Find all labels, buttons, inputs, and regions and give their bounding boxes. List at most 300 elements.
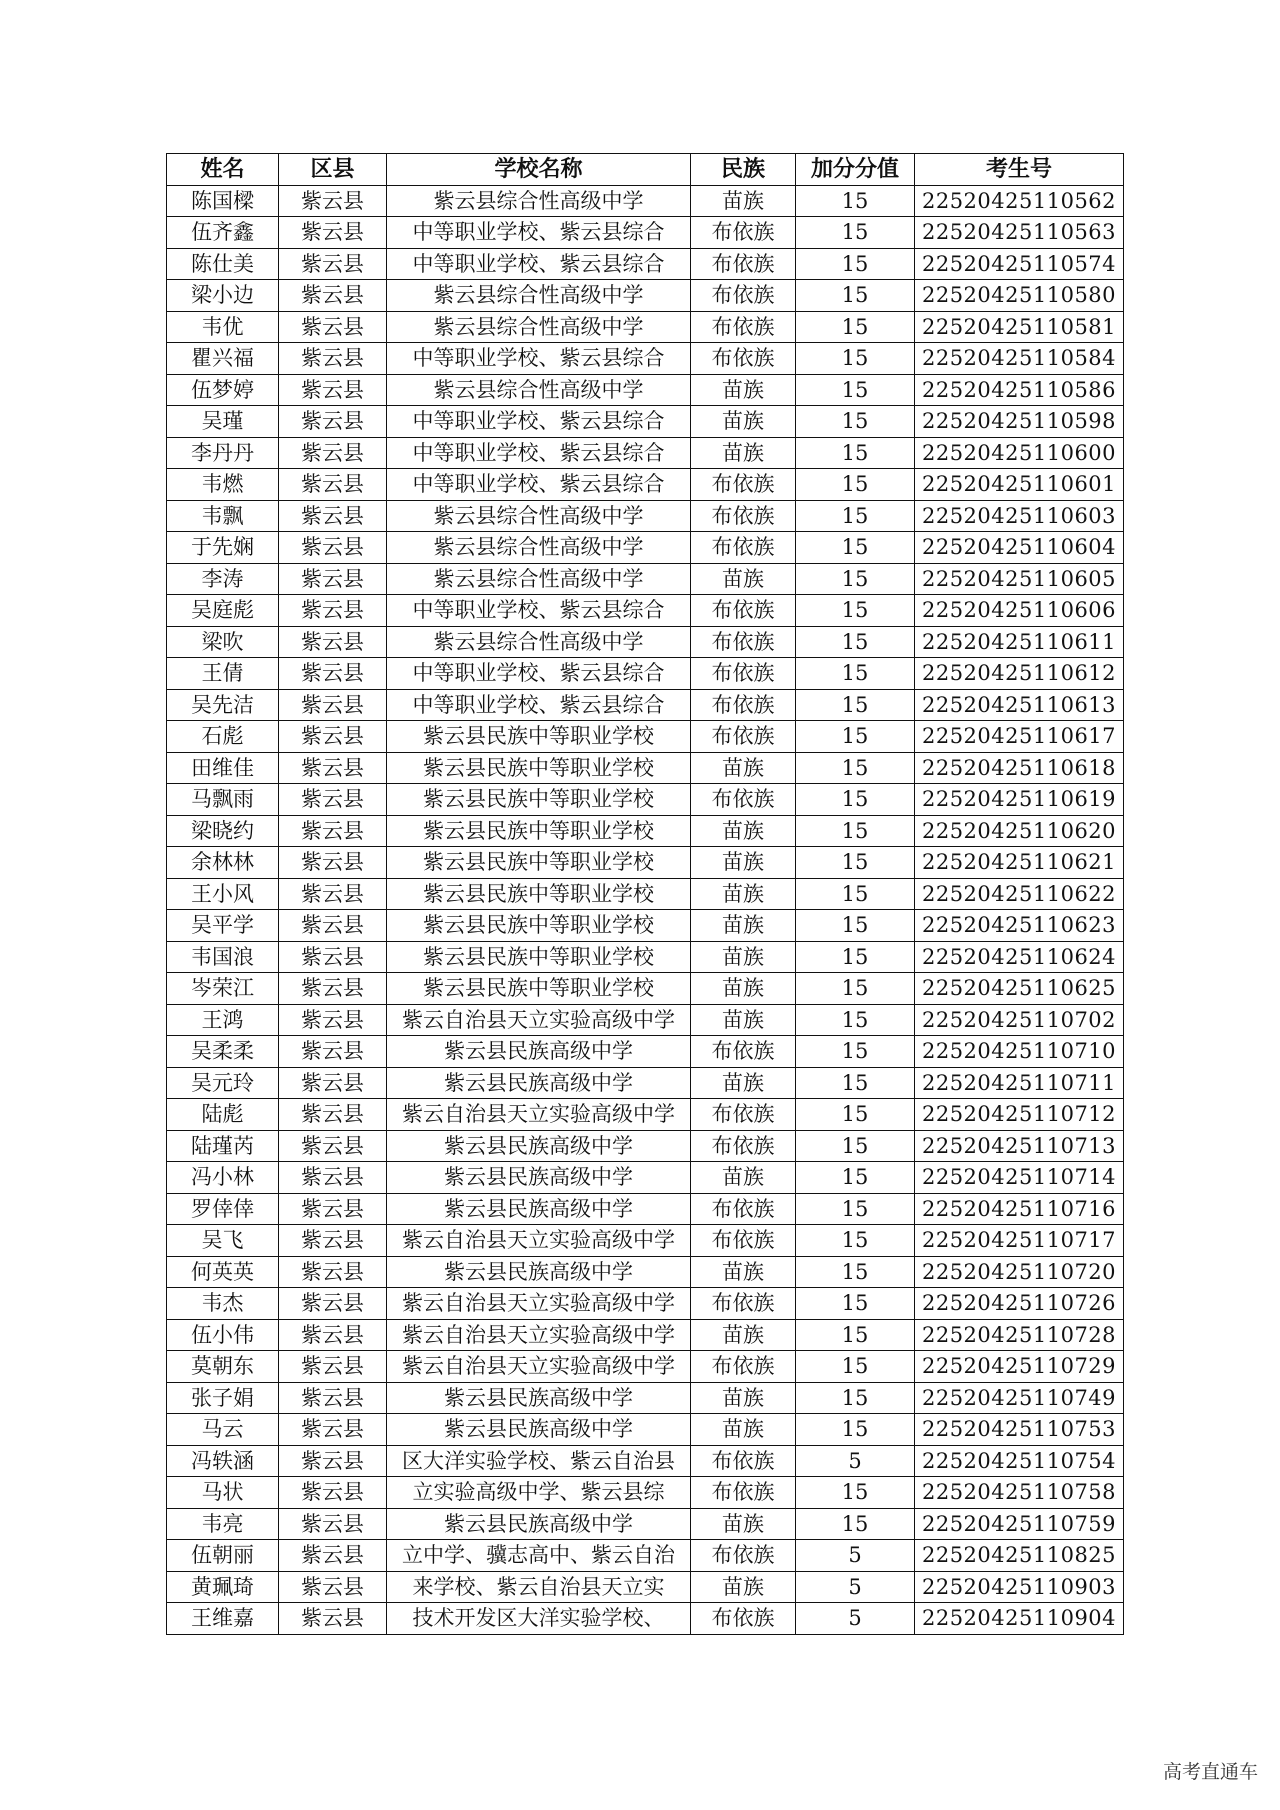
cell-exam-number: 22520425110749 (915, 1382, 1124, 1414)
table-row (167, 1288, 1124, 1320)
table-row (167, 469, 1124, 501)
cell-school: 紫云县民族高级中学 (387, 1508, 691, 1540)
cell-school: 紫云县民族中等职业学校 (387, 878, 691, 910)
cell-bonus: 15 (796, 973, 915, 1005)
cell-name: 马云 (167, 1414, 279, 1446)
cell-name: 吴元玲 (167, 1067, 279, 1099)
cell-county: 紫云县 (279, 784, 387, 816)
cell-school: 中等职业学校、紫云县综合 (387, 595, 691, 627)
cell-ethnicity: 苗族 (691, 185, 796, 217)
cell-ethnicity: 布依族 (691, 1603, 796, 1635)
cell-exam-number: 22520425110620 (915, 815, 1124, 847)
table-row (167, 878, 1124, 910)
cell-bonus: 15 (796, 689, 915, 721)
cell-exam-number: 22520425110613 (915, 689, 1124, 721)
cell-school: 紫云县综合性高级中学 (387, 563, 691, 595)
table-row (167, 626, 1124, 658)
cell-bonus: 15 (796, 532, 915, 564)
cell-bonus: 15 (796, 878, 915, 910)
cell-name: 伍梦婷 (167, 374, 279, 406)
cell-exam-number: 22520425110618 (915, 752, 1124, 784)
cell-county: 紫云县 (279, 1445, 387, 1477)
cell-name: 余林林 (167, 847, 279, 879)
cell-name: 王维嘉 (167, 1603, 279, 1635)
cell-exam-number: 22520425110711 (915, 1067, 1124, 1099)
cell-school: 紫云县民族高级中学 (387, 1382, 691, 1414)
cell-name: 田维佳 (167, 752, 279, 784)
table-row (167, 185, 1124, 217)
table-row (167, 1571, 1124, 1603)
cell-ethnicity: 苗族 (691, 752, 796, 784)
cell-county: 紫云县 (279, 1004, 387, 1036)
cell-name: 梁吹 (167, 626, 279, 658)
cell-county: 紫云县 (279, 1540, 387, 1572)
cell-school: 紫云县综合性高级中学 (387, 374, 691, 406)
cell-county: 紫云县 (279, 280, 387, 312)
cell-school: 紫云县民族高级中学 (387, 1414, 691, 1446)
cell-name: 伍小伟 (167, 1319, 279, 1351)
cell-ethnicity: 布依族 (691, 721, 796, 753)
table-row (167, 721, 1124, 753)
cell-school: 紫云县综合性高级中学 (387, 311, 691, 343)
header-name: 姓名 (167, 154, 279, 186)
cell-name: 梁小边 (167, 280, 279, 312)
cell-bonus: 15 (796, 1036, 915, 1068)
table-row (167, 1540, 1124, 1572)
table-row (167, 1508, 1124, 1540)
cell-ethnicity: 布依族 (691, 1099, 796, 1131)
cell-bonus: 15 (796, 311, 915, 343)
cell-bonus: 15 (796, 248, 915, 280)
cell-bonus: 15 (796, 1382, 915, 1414)
cell-school: 立中学、骥志高中、紫云自治 (387, 1540, 691, 1572)
cell-name: 石彪 (167, 721, 279, 753)
cell-exam-number: 22520425110605 (915, 563, 1124, 595)
cell-county: 紫云县 (279, 500, 387, 532)
cell-county: 紫云县 (279, 1193, 387, 1225)
cell-ethnicity: 苗族 (691, 973, 796, 1005)
cell-school: 紫云自治县天立实验高级中学 (387, 1225, 691, 1257)
cell-bonus: 5 (796, 1540, 915, 1572)
cell-ethnicity: 苗族 (691, 406, 796, 438)
cell-exam-number: 22520425110713 (915, 1130, 1124, 1162)
table-row (167, 941, 1124, 973)
cell-name: 吴平学 (167, 910, 279, 942)
cell-name: 吴飞 (167, 1225, 279, 1257)
cell-county: 紫云县 (279, 406, 387, 438)
cell-exam-number: 22520425110563 (915, 217, 1124, 249)
cell-county: 紫云县 (279, 1225, 387, 1257)
cell-name: 陆彪 (167, 1099, 279, 1131)
cell-school: 区大洋实验学校、紫云自治县 (387, 1445, 691, 1477)
cell-county: 紫云县 (279, 1162, 387, 1194)
cell-ethnicity: 布依族 (691, 626, 796, 658)
cell-exam-number: 22520425110624 (915, 941, 1124, 973)
cell-school: 中等职业学校、紫云县综合 (387, 437, 691, 469)
cell-exam-number: 22520425110611 (915, 626, 1124, 658)
cell-school: 中等职业学校、紫云县综合 (387, 406, 691, 438)
cell-exam-number: 22520425110580 (915, 280, 1124, 312)
table-row (167, 248, 1124, 280)
table-row (167, 1603, 1124, 1635)
cell-ethnicity: 布依族 (691, 784, 796, 816)
cell-county: 紫云县 (279, 595, 387, 627)
cell-name: 马状 (167, 1477, 279, 1509)
table-row (167, 973, 1124, 1005)
cell-exam-number: 22520425110606 (915, 595, 1124, 627)
header-exam-number: 考生号 (915, 154, 1124, 186)
table-row (167, 1004, 1124, 1036)
cell-ethnicity: 苗族 (691, 878, 796, 910)
cell-ethnicity: 苗族 (691, 1508, 796, 1540)
cell-bonus: 15 (796, 941, 915, 973)
cell-bonus: 15 (796, 1288, 915, 1320)
cell-bonus: 15 (796, 752, 915, 784)
cell-ethnicity: 布依族 (691, 280, 796, 312)
cell-exam-number: 22520425110716 (915, 1193, 1124, 1225)
cell-exam-number: 22520425110758 (915, 1477, 1124, 1509)
cell-bonus: 15 (796, 1225, 915, 1257)
cell-county: 紫云县 (279, 217, 387, 249)
cell-name: 陆瑾芮 (167, 1130, 279, 1162)
cell-county: 紫云县 (279, 1477, 387, 1509)
cell-exam-number: 22520425110904 (915, 1603, 1124, 1635)
table-row (167, 374, 1124, 406)
cell-bonus: 15 (796, 815, 915, 847)
cell-name: 韦燃 (167, 469, 279, 501)
cell-name: 黄珮琦 (167, 1571, 279, 1603)
cell-county: 紫云县 (279, 563, 387, 595)
cell-bonus: 15 (796, 469, 915, 501)
cell-bonus: 15 (796, 437, 915, 469)
cell-bonus: 15 (796, 1099, 915, 1131)
cell-school: 紫云自治县天立实验高级中学 (387, 1004, 691, 1036)
table-row (167, 1099, 1124, 1131)
cell-ethnicity: 布依族 (691, 532, 796, 564)
cell-county: 紫云县 (279, 311, 387, 343)
cell-county: 紫云县 (279, 878, 387, 910)
cell-county: 紫云县 (279, 469, 387, 501)
cell-name: 李丹丹 (167, 437, 279, 469)
cell-school: 紫云县民族高级中学 (387, 1036, 691, 1068)
cell-ethnicity: 布依族 (691, 1540, 796, 1572)
cell-name: 吴瑾 (167, 406, 279, 438)
cell-exam-number: 22520425110619 (915, 784, 1124, 816)
table-row (167, 500, 1124, 532)
cell-bonus: 15 (796, 343, 915, 375)
cell-name: 何英英 (167, 1256, 279, 1288)
cell-exam-number: 22520425110598 (915, 406, 1124, 438)
cell-bonus: 15 (796, 217, 915, 249)
cell-county: 紫云县 (279, 1067, 387, 1099)
cell-school: 中等职业学校、紫云县综合 (387, 469, 691, 501)
cell-ethnicity: 布依族 (691, 469, 796, 501)
cell-ethnicity: 布依族 (691, 217, 796, 249)
cell-school: 技术开发区大洋实验学校、 (387, 1603, 691, 1635)
cell-name: 韦杰 (167, 1288, 279, 1320)
candidate-bonus-table (166, 153, 1124, 1635)
cell-exam-number: 22520425110712 (915, 1099, 1124, 1131)
cell-school: 紫云县民族中等职业学校 (387, 847, 691, 879)
cell-county: 紫云县 (279, 343, 387, 375)
cell-name: 陈仕美 (167, 248, 279, 280)
cell-name: 李涛 (167, 563, 279, 595)
cell-ethnicity: 布依族 (691, 1477, 796, 1509)
cell-exam-number: 22520425110603 (915, 500, 1124, 532)
cell-name: 冯小林 (167, 1162, 279, 1194)
cell-county: 紫云县 (279, 658, 387, 690)
cell-county: 紫云县 (279, 1508, 387, 1540)
header-county: 区县 (279, 154, 387, 186)
table-row (167, 1477, 1124, 1509)
cell-school: 中等职业学校、紫云县综合 (387, 689, 691, 721)
cell-name: 韦飘 (167, 500, 279, 532)
cell-bonus: 15 (796, 1319, 915, 1351)
cell-county: 紫云县 (279, 815, 387, 847)
cell-name: 岑荣江 (167, 973, 279, 1005)
table-row (167, 1225, 1124, 1257)
cell-county: 紫云县 (279, 847, 387, 879)
cell-exam-number: 22520425110604 (915, 532, 1124, 564)
cell-bonus: 15 (796, 1130, 915, 1162)
cell-exam-number: 22520425110600 (915, 437, 1124, 469)
cell-school: 紫云县民族高级中学 (387, 1162, 691, 1194)
cell-ethnicity: 苗族 (691, 437, 796, 469)
cell-bonus: 15 (796, 185, 915, 217)
cell-bonus: 15 (796, 910, 915, 942)
cell-exam-number: 22520425110710 (915, 1036, 1124, 1068)
cell-ethnicity: 布依族 (691, 595, 796, 627)
cell-ethnicity: 苗族 (691, 563, 796, 595)
cell-school: 中等职业学校、紫云县综合 (387, 343, 691, 375)
cell-exam-number: 22520425110753 (915, 1414, 1124, 1446)
cell-exam-number: 22520425110714 (915, 1162, 1124, 1194)
table-row (167, 815, 1124, 847)
cell-name: 莫朝东 (167, 1351, 279, 1383)
cell-ethnicity: 布依族 (691, 1445, 796, 1477)
table-row (167, 658, 1124, 690)
cell-county: 紫云县 (279, 973, 387, 1005)
cell-ethnicity: 布依族 (691, 1225, 796, 1257)
cell-school: 紫云自治县天立实验高级中学 (387, 1099, 691, 1131)
cell-name: 张子娟 (167, 1382, 279, 1414)
cell-ethnicity: 布依族 (691, 1193, 796, 1225)
table-row (167, 1319, 1124, 1351)
table-row (167, 1351, 1124, 1383)
table-row (167, 1193, 1124, 1225)
cell-school: 紫云县民族中等职业学校 (387, 973, 691, 1005)
cell-name: 罗倖倖 (167, 1193, 279, 1225)
cell-exam-number: 22520425110726 (915, 1288, 1124, 1320)
cell-exam-number: 22520425110586 (915, 374, 1124, 406)
table-row (167, 1036, 1124, 1068)
cell-county: 紫云县 (279, 1414, 387, 1446)
table-row (167, 910, 1124, 942)
cell-bonus: 15 (796, 1193, 915, 1225)
cell-school: 紫云县综合性高级中学 (387, 280, 691, 312)
cell-name: 于先娴 (167, 532, 279, 564)
cell-bonus: 15 (796, 595, 915, 627)
cell-name: 韦优 (167, 311, 279, 343)
cell-exam-number: 22520425110720 (915, 1256, 1124, 1288)
cell-school: 紫云县民族中等职业学校 (387, 815, 691, 847)
table-row (167, 752, 1124, 784)
cell-bonus: 15 (796, 784, 915, 816)
table-row (167, 1382, 1124, 1414)
cell-county: 紫云县 (279, 532, 387, 564)
cell-county: 紫云县 (279, 248, 387, 280)
cell-county: 紫云县 (279, 1288, 387, 1320)
table-row (167, 689, 1124, 721)
cell-bonus: 15 (796, 847, 915, 879)
cell-name: 陈国樑 (167, 185, 279, 217)
cell-county: 紫云县 (279, 1130, 387, 1162)
table-row (167, 532, 1124, 564)
cell-bonus: 15 (796, 1508, 915, 1540)
header-ethnicity: 民族 (691, 154, 796, 186)
cell-ethnicity: 布依族 (691, 689, 796, 721)
cell-name: 梁晓约 (167, 815, 279, 847)
cell-exam-number: 22520425110759 (915, 1508, 1124, 1540)
table-row (167, 217, 1124, 249)
cell-exam-number: 22520425110581 (915, 311, 1124, 343)
cell-name: 伍齐鑫 (167, 217, 279, 249)
cell-bonus: 15 (796, 563, 915, 595)
cell-school: 来学校、紫云自治县天立实 (387, 1571, 691, 1603)
cell-bonus: 15 (796, 1414, 915, 1446)
cell-county: 紫云县 (279, 721, 387, 753)
table-row (167, 847, 1124, 879)
cell-bonus: 15 (796, 500, 915, 532)
cell-bonus: 5 (796, 1603, 915, 1635)
watermark-text: 高考直通车 (1162, 1761, 1258, 1783)
cell-school: 中等职业学校、紫云县综合 (387, 217, 691, 249)
cell-ethnicity: 苗族 (691, 847, 796, 879)
cell-exam-number: 22520425110623 (915, 910, 1124, 942)
table-row (167, 1130, 1124, 1162)
cell-exam-number: 22520425110729 (915, 1351, 1124, 1383)
cell-county: 紫云县 (279, 185, 387, 217)
cell-name: 吴先洁 (167, 689, 279, 721)
cell-school: 紫云县民族中等职业学校 (387, 910, 691, 942)
cell-ethnicity: 布依族 (691, 500, 796, 532)
cell-county: 紫云县 (279, 1571, 387, 1603)
cell-exam-number: 22520425110717 (915, 1225, 1124, 1257)
cell-name: 王鸿 (167, 1004, 279, 1036)
table-row (167, 280, 1124, 312)
cell-county: 紫云县 (279, 1351, 387, 1383)
cell-school: 紫云自治县天立实验高级中学 (387, 1288, 691, 1320)
cell-ethnicity: 苗族 (691, 1414, 796, 1446)
cell-ethnicity: 苗族 (691, 1004, 796, 1036)
cell-name: 韦国浪 (167, 941, 279, 973)
cell-exam-number: 22520425110612 (915, 658, 1124, 690)
cell-name: 王小风 (167, 878, 279, 910)
cell-county: 紫云县 (279, 689, 387, 721)
cell-ethnicity: 苗族 (691, 1067, 796, 1099)
cell-school: 立实验高级中学、紫云县综 (387, 1477, 691, 1509)
cell-ethnicity: 苗族 (691, 1256, 796, 1288)
cell-school: 紫云县民族高级中学 (387, 1067, 691, 1099)
cell-bonus: 15 (796, 1162, 915, 1194)
table-row (167, 1067, 1124, 1099)
cell-exam-number: 22520425110825 (915, 1540, 1124, 1572)
table-row (167, 1445, 1124, 1477)
cell-ethnicity: 苗族 (691, 1571, 796, 1603)
cell-bonus: 15 (796, 1477, 915, 1509)
header-school: 学校名称 (387, 154, 691, 186)
cell-exam-number: 22520425110702 (915, 1004, 1124, 1036)
cell-exam-number: 22520425110903 (915, 1571, 1124, 1603)
cell-ethnicity: 苗族 (691, 1319, 796, 1351)
cell-ethnicity: 布依族 (691, 343, 796, 375)
table-row (167, 437, 1124, 469)
cell-school: 紫云县综合性高级中学 (387, 500, 691, 532)
cell-bonus: 15 (796, 1004, 915, 1036)
cell-name: 瞿兴福 (167, 343, 279, 375)
cell-exam-number: 22520425110622 (915, 878, 1124, 910)
cell-school: 紫云自治县天立实验高级中学 (387, 1351, 691, 1383)
cell-ethnicity: 布依族 (691, 248, 796, 280)
cell-bonus: 15 (796, 406, 915, 438)
cell-school: 紫云县民族高级中学 (387, 1130, 691, 1162)
cell-school: 紫云县民族中等职业学校 (387, 941, 691, 973)
table-row (167, 1162, 1124, 1194)
cell-bonus: 15 (796, 721, 915, 753)
cell-exam-number: 22520425110574 (915, 248, 1124, 280)
cell-bonus: 15 (796, 1351, 915, 1383)
cell-bonus: 15 (796, 626, 915, 658)
cell-school: 中等职业学校、紫云县综合 (387, 658, 691, 690)
cell-county: 紫云县 (279, 437, 387, 469)
cell-name: 王倩 (167, 658, 279, 690)
cell-county: 紫云县 (279, 752, 387, 784)
header-bonus-points: 加分分值 (796, 154, 915, 186)
cell-exam-number: 22520425110562 (915, 185, 1124, 217)
cell-bonus: 15 (796, 658, 915, 690)
cell-ethnicity: 布依族 (691, 311, 796, 343)
cell-school: 紫云自治县天立实验高级中学 (387, 1319, 691, 1351)
table-row (167, 406, 1124, 438)
table-row (167, 595, 1124, 627)
table-row (167, 1256, 1124, 1288)
cell-ethnicity: 布依族 (691, 1351, 796, 1383)
cell-school: 紫云县民族中等职业学校 (387, 752, 691, 784)
cell-school: 紫云县综合性高级中学 (387, 626, 691, 658)
cell-school: 紫云县民族高级中学 (387, 1256, 691, 1288)
cell-name: 冯轶涵 (167, 1445, 279, 1477)
cell-ethnicity: 苗族 (691, 815, 796, 847)
cell-name: 吴庭彪 (167, 595, 279, 627)
cell-ethnicity: 布依族 (691, 658, 796, 690)
cell-name: 韦亮 (167, 1508, 279, 1540)
cell-exam-number: 22520425110728 (915, 1319, 1124, 1351)
cell-school: 紫云县民族中等职业学校 (387, 721, 691, 753)
cell-county: 紫云县 (279, 1603, 387, 1635)
cell-county: 紫云县 (279, 941, 387, 973)
cell-ethnicity: 苗族 (691, 910, 796, 942)
cell-bonus: 15 (796, 374, 915, 406)
cell-county: 紫云县 (279, 910, 387, 942)
cell-exam-number: 22520425110621 (915, 847, 1124, 879)
cell-bonus: 15 (796, 1067, 915, 1099)
cell-ethnicity: 苗族 (691, 374, 796, 406)
cell-name: 伍朝丽 (167, 1540, 279, 1572)
table-row (167, 1414, 1124, 1446)
table-row (167, 343, 1124, 375)
cell-ethnicity: 布依族 (691, 1036, 796, 1068)
table-header-row (167, 154, 1124, 186)
